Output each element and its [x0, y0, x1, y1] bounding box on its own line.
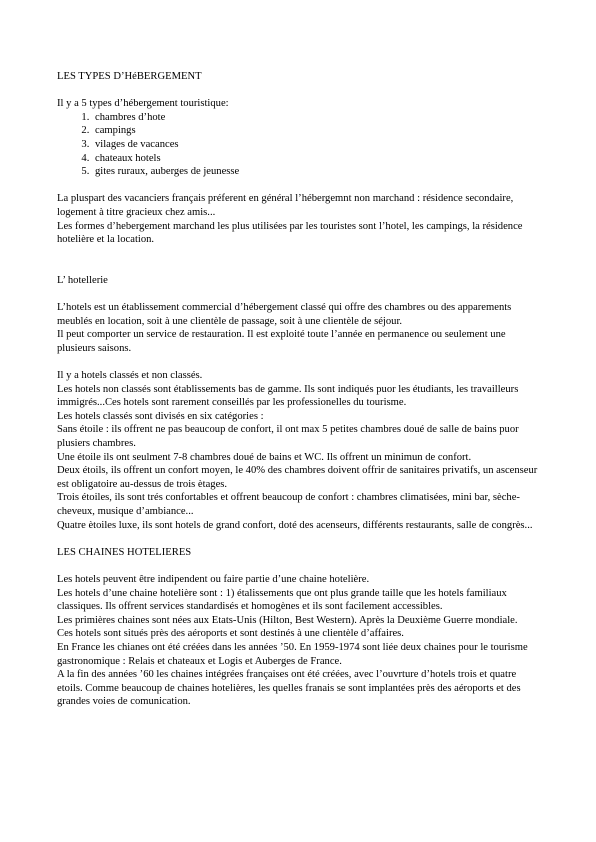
list-item: 2. campings	[92, 124, 543, 138]
paragraph: Les primières chaines sont nées aux Etats-Unis (Hilton, Best Western). Après la Deuxième Guerre mondiale.	[57, 614, 518, 626]
paragraph: Il peut comporter un service de restauration. Il est exploité toute l’année en permanence ou seulement une plusieurs saisons.	[57, 329, 506, 354]
document-page	[57, 70, 543, 709]
types-list	[57, 111, 543, 179]
section-title-types: LES TYPES D’HéBERGEMENT	[57, 71, 202, 82]
paragraph: En France les chianes ont été créées dans les années ’50. En 1959-1974 sont liée deux chaines pour le tourisme gastronomique : Relais et chateaux et Logis et Auberges de France.	[57, 641, 528, 667]
list-item: 5. gites ruraux, auberges de jeunesse	[92, 165, 543, 179]
list-item: 3. vilages de vacances	[92, 138, 543, 152]
paragraph: Il y a hotels classés et non classés.	[57, 370, 203, 382]
paragraph: Les hotels non classés sont établissements bas de gamme. Ils sont indiqués puor les étudiants, les travailleurs immigrés...Ces hotels sont rarement conseillés par les professionelles du tourisme.	[57, 383, 519, 409]
list-item: 4. chateaux hotels	[92, 152, 543, 166]
paragraph: Les hotels d’une chaine hotelière sont : 1) étalissements que ont plus grande taille que les hotels familiaux classiques. Ils offrent services standardisés et homogènes et ils sont facilement accessibles.	[57, 587, 507, 613]
types-intro: Il y a 5 types d’hébergement touristique:	[57, 98, 229, 110]
paragraph: Quatre ètoiles luxe, ils sont hotels de grand confort, doté des acenseurs, différents restaurants, salle de congrès...	[57, 519, 533, 531]
paragraph: Ces hotels sont situés près des aéroports et sont destinés à une clientèle d’affaires.	[57, 628, 404, 640]
paragraph: A la fin des années ’60 les chaines intégrées françaises ont été créées, avec l’ouvrture d’hotels trois et quatre etoils. Comme beaucoup de chaines hotelières, les quelles franais se sont implantées près des aéroports et des grandes voies de comunication.	[57, 669, 521, 708]
section-title-hotellerie: L’ hotellerie	[57, 274, 108, 286]
paragraph: Sans étoile : ils offrent ne pas beaucoup de confort, il ont max 5 petites chambres doué de salle de bains puor plusiers chambres.	[57, 424, 519, 450]
paragraph: Deux étoils, ils offrent un confort moyen, le 40% des chambres doivent offrir de sanitaires privatifs, un ascenseur est obligatoire au-dessus de trois ètages.	[57, 465, 538, 490]
paragraph: Les hotels classés sont divisés en six catégories :	[57, 410, 264, 422]
paragraph: L’hotels est un établissement commercial d’hébergement classé qui offre des chambres ou des apparements meublés en location, soit à une clientèle de passage, soit à une clientèle de séjour.	[57, 302, 512, 327]
paragraph: Les hotels peuvent être indipendent ou faire partie d’une chaine hotelière.	[57, 573, 370, 585]
paragraph: Une étoile ils ont seulment 7-8 chambres doué de bains et WC. Ils offrent un minimun de confort.	[57, 451, 472, 463]
paragraph: La pluspart des vacanciers français préferent en général l’hébergemnt non marchand : résidence secondaire, logement à titre gracieux chez amis...	[57, 193, 514, 218]
list-item: 1. chambres d’hote	[92, 111, 543, 125]
paragraph: Les formes d’hebergement marchand les plus utilisées par les touristes sont l’hotel, les campings, la résidence hotelière et la location.	[57, 220, 523, 246]
paragraph: Trois étoiles, ils sont trés confortables et offrent beaucoup de confort : chambres climatisées, mini bar, sèche-cheveux, musique d’ambiance...	[57, 492, 520, 517]
section-title-chaines: LES CHAINES HOTELIERES	[57, 546, 192, 558]
